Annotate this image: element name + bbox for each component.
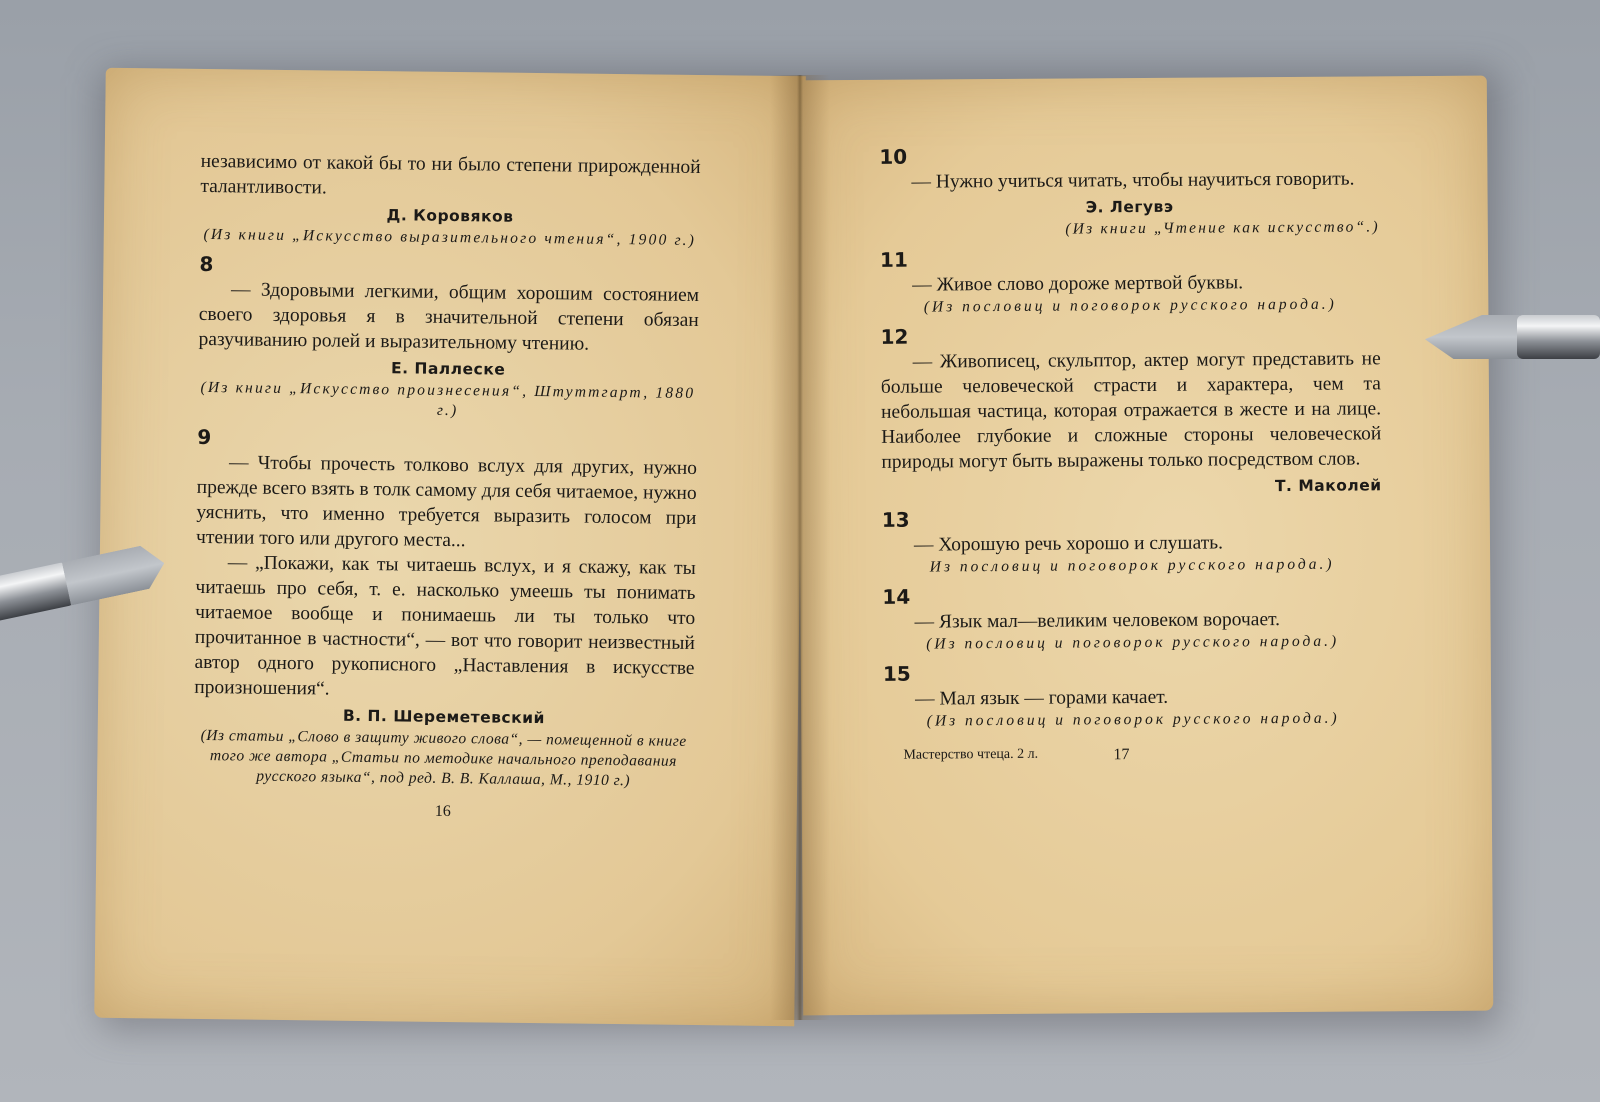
item-number-8: 8 (199, 251, 214, 277)
item-8-text: — Здоровыми легкими, общим хорошим состоянием своего здоровья я в значительной степени обязан разучиванию ролей и выразительному чтению. (198, 279, 700, 355)
item-number-11: 11 (879, 247, 908, 272)
item-15-text: — Мал язык — горами качает. (914, 686, 1169, 710)
source-intro: (Из книги „Искусство выразительного чтения“, 1900 г.) (203, 225, 697, 249)
author-leguve: Э. Легувэ (1085, 197, 1174, 217)
source-item-11: (Из пословиц и поговорок русского народа.) (923, 295, 1337, 316)
right-page (797, 76, 1494, 1016)
source-item-9: (Из статьи „Слово в защиту живого слова“, — помещенной в книге того же автора „Статьи по методике начального преподавания русского языка“, под ред. В. В. Каллаша, М., 1910 г.) (200, 726, 687, 790)
left-page-content (193, 149, 701, 824)
source-item-10: (Из книги „Чтение как искусство“.) (1065, 218, 1380, 238)
item-11-text: — Живое слово дороже мертвой буквы. (912, 272, 1244, 296)
item-13-text: — Хорошую речь хорошо и слушать. (913, 532, 1224, 556)
source-item-8: (Из книги „Искусство произнесения“, Штуттгарт, 1880 г.) (200, 378, 696, 420)
page-number-right: 17 (1113, 746, 1130, 764)
item-14-text: — Язык мал—великим человеком ворочает. (914, 609, 1281, 633)
item-number-10: 10 (879, 144, 908, 169)
item-number-13: 13 (881, 507, 910, 532)
pen-right (1425, 312, 1600, 362)
item-9-text-1: — Чтобы прочесть толково вслух для других, нужно прежде всего взять в толк самому для себя читаемое, нужно уяснить, что именно требуется выразить голосом при чтении того или другого места... (195, 452, 698, 552)
item-9-text-2: — „Покажи, как ты читаешь вслух, и я скажу, как ты читаешь про себя, т. е. насколько умеешь ты понимать читаемое вообще и понимаешь ли ты только что прочитанное в частности“, — вот что говорит неизвестный автор одного рукописного „Наставления в искусстве произношения“. (194, 552, 696, 700)
item-number-15: 15 (882, 661, 911, 686)
item-number-12: 12 (880, 324, 909, 349)
author-korovyakov: Д. Коровяков (386, 206, 514, 226)
intro-text: независимо от какой бы то ни было степени прирожденной талантливости. (200, 150, 701, 199)
author-palleske: Е. Паллеске (390, 359, 506, 379)
book-gutter (770, 75, 830, 1020)
pen-right-tip (1425, 315, 1520, 359)
page-number-left: 16 (434, 802, 451, 821)
right-page-content (879, 134, 1383, 765)
item-number-9: 9 (197, 424, 212, 450)
item-10-text: — Нужно учиться читать, чтобы научиться говорить. (911, 168, 1355, 193)
printer-signature: Мастерство чтеца. 2 л. (903, 746, 1039, 763)
author-macaulay: Т. Маколей (1274, 476, 1382, 496)
source-item-15: (Из пословиц и поговорок русского народа.) (926, 709, 1340, 730)
item-12-text: — Живописец, скульптор, актер могут представить не больше человеческой страсти и характера, чем та небольшая частица, которая отражается в жесте и на лице. Наиболее глубокие и сложные стороны человеческой природы могут быть выражены только посредством слов. (880, 348, 1382, 473)
pen-right-body (1517, 315, 1600, 359)
page-footer (883, 744, 1383, 765)
author-sheremetevsky: В. П. Шереметевский (342, 706, 546, 728)
left-page (94, 68, 806, 1026)
source-item-14: (Из пословиц и поговорок русского народа.) (926, 632, 1340, 653)
item-number-14: 14 (882, 584, 911, 609)
source-item-13: Из пословиц и поговорок русского народа.) (929, 555, 1335, 576)
